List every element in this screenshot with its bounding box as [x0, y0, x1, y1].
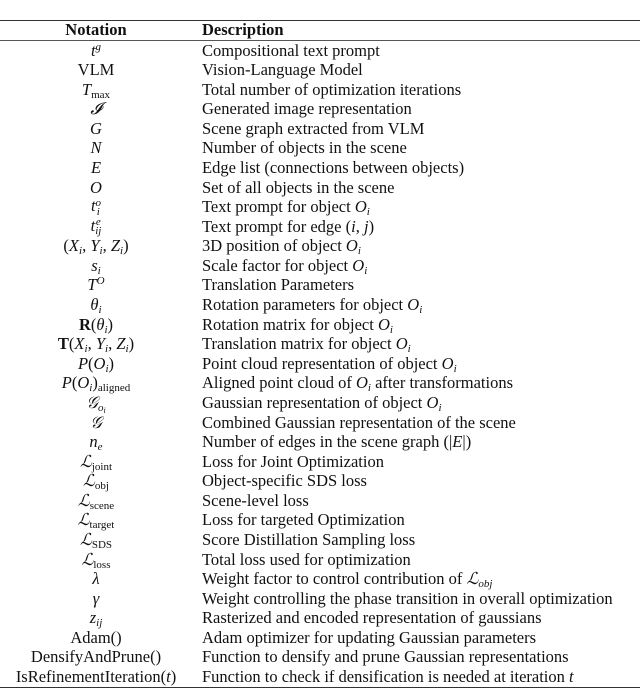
description-cell: Scene graph extracted from VLM: [202, 118, 425, 138]
table-row: [0, 668, 640, 688]
table-row: [0, 237, 640, 257]
description-cell: Text prompt for object $O_i$: [202, 197, 370, 219]
notation-cell: $t^g$: [90, 40, 102, 60]
description-cell: Number of objects in the scene: [202, 138, 407, 158]
table-row: [0, 570, 640, 590]
table-header-row: [0, 21, 640, 40]
table-row: [0, 354, 640, 374]
table-row: [0, 276, 640, 296]
notation-table: [0, 20, 640, 688]
notation-cell: ℒ$_{SDS}$: [79, 529, 113, 551]
notation-cell: $R(\theta_i)$: [78, 314, 114, 336]
description-cell: Number of edges in the scene graph (|E|): [202, 432, 472, 452]
description-cell: Vision-Language Model: [202, 60, 363, 80]
description-cell: Translation Parameters: [202, 275, 354, 295]
table-row: [0, 550, 640, 570]
description-cell: Function to check if densification is needed at iteration t: [202, 667, 574, 687]
description-cell: Function to densify and prune Gaussian representations: [202, 647, 569, 667]
table-row: [0, 315, 640, 335]
notation-cell: $T^O$: [87, 275, 105, 295]
table-row: [0, 158, 640, 178]
table-row: [0, 393, 640, 413]
description-cell: Total number of optimization iterations: [202, 79, 462, 99]
notation-cell: Adam(): [70, 627, 122, 647]
notation-cell: N: [90, 138, 102, 158]
notation-cell: $s_i$: [91, 255, 101, 277]
notation-cell: γ: [92, 588, 100, 608]
description-cell: Object-specific SDS loss: [202, 471, 367, 491]
description-cell: Set of all objects in the scene: [202, 177, 395, 197]
description-cell: Text prompt for edge (i, j): [202, 216, 375, 236]
table-row: [0, 335, 640, 355]
description-cell: Combined Gaussian representation of the scene: [202, 412, 516, 432]
notation-cell: $z_{ij}$: [89, 608, 103, 630]
notation-cell: ℒ$_{loss}$: [81, 549, 111, 571]
description-cell: Compositional text prompt: [202, 40, 380, 60]
notation-cell: G: [90, 118, 102, 138]
table-row: [0, 530, 640, 550]
description-cell: Total loss used for optimization: [202, 549, 411, 569]
notation-cell: E: [90, 158, 102, 177]
notation-cell: 𝒢: [90, 412, 102, 432]
table-row: [0, 491, 640, 511]
description-cell: Weight controlling the phase transition in overall optimization: [202, 588, 613, 608]
table-row: [0, 648, 640, 668]
description-cell: Weight factor to control contribution of ℒ$_{obj}$: [202, 569, 493, 591]
description-cell: Aligned point cloud of $O_i$ after transformations: [202, 373, 513, 395]
table-row: [0, 296, 640, 316]
notation-cell: $P(O_i)_{aligned}$: [61, 373, 131, 395]
notation-cell: ($X_i$, $Y_i$, $Z_i$): [63, 236, 129, 258]
description-cell: Loss for Joint Optimization: [202, 451, 384, 471]
table-row: [0, 511, 640, 531]
table-row: [0, 61, 640, 81]
table-row: [0, 100, 640, 120]
notation-cell: $\theta_i$: [90, 295, 102, 317]
description-cell: Edge list (connections between objects): [202, 158, 465, 177]
table-row: [0, 256, 640, 276]
description-cell: Rotation matrix for object $O_i$: [202, 314, 393, 336]
table-row: [0, 609, 640, 629]
notation-cell: 𝒢$_{oi}$: [86, 392, 106, 415]
table-row: [0, 628, 640, 648]
table-row: [0, 217, 640, 237]
table-row: [0, 452, 640, 472]
table-row: [0, 139, 640, 159]
notation-cell: DensifyAndPrune(): [30, 647, 162, 667]
notation-cell: $T(X_i$, $Y_i$, $Z_i$): [57, 334, 135, 356]
description-cell: Rasterized and encoded representation of gaussians: [202, 608, 542, 628]
notation-cell: t o i: [90, 196, 102, 218]
notation-cell: $n_e$: [89, 432, 103, 454]
table-row: [0, 119, 640, 139]
description-cell: 3D position of object $O_i$: [202, 236, 361, 258]
table-row: [0, 198, 640, 218]
table-row: [0, 433, 640, 453]
table-row: [0, 41, 640, 61]
description-cell: Generated image representation: [202, 99, 412, 119]
table-row: [0, 178, 640, 198]
notation-cell: O: [90, 177, 102, 197]
notation-cell: ℒ$_{target}$: [77, 510, 115, 532]
table-row: [0, 374, 640, 394]
notation-cell: ℒ$_{scene}$: [77, 490, 115, 512]
description-cell: Scale factor for object $O_i$: [202, 255, 368, 277]
notation-cell: ℒ$_{obj}$: [83, 471, 109, 493]
notation-cell: VLM: [77, 60, 115, 80]
header-notation: Notation: [65, 20, 127, 40]
description-cell: Rotation parameters for object $O_i$: [202, 295, 423, 317]
description-cell: Point cloud representation of object $O_i$: [202, 353, 457, 375]
notation-cell: $T_{max}$: [81, 79, 111, 101]
description-cell: Gaussian representation of object $O_i$: [202, 392, 442, 414]
table-row: [0, 413, 640, 433]
notation-cell: t e ij: [90, 215, 102, 238]
notation-cell: ℒ$_{joint}$: [79, 451, 113, 473]
notation-cell: λ: [92, 569, 100, 589]
notation-cell: $P(O_i)$: [77, 353, 115, 375]
description-cell: Translation matrix for object $O_i$: [202, 334, 411, 356]
header-description: Description: [202, 20, 284, 40]
table-row: [0, 80, 640, 100]
table-row: [0, 589, 640, 609]
table-row: [0, 472, 640, 492]
description-cell: Score Distillation Sampling loss: [202, 529, 416, 549]
description-cell: Loss for targeted Optimization: [202, 510, 405, 530]
description-cell: Adam optimizer for updating Gaussian parameters: [202, 627, 537, 647]
notation-cell: IsRefinementIteration(t): [15, 667, 177, 687]
description-cell: Scene-level loss: [202, 490, 309, 510]
notation-cell: 𝓘: [90, 99, 102, 119]
